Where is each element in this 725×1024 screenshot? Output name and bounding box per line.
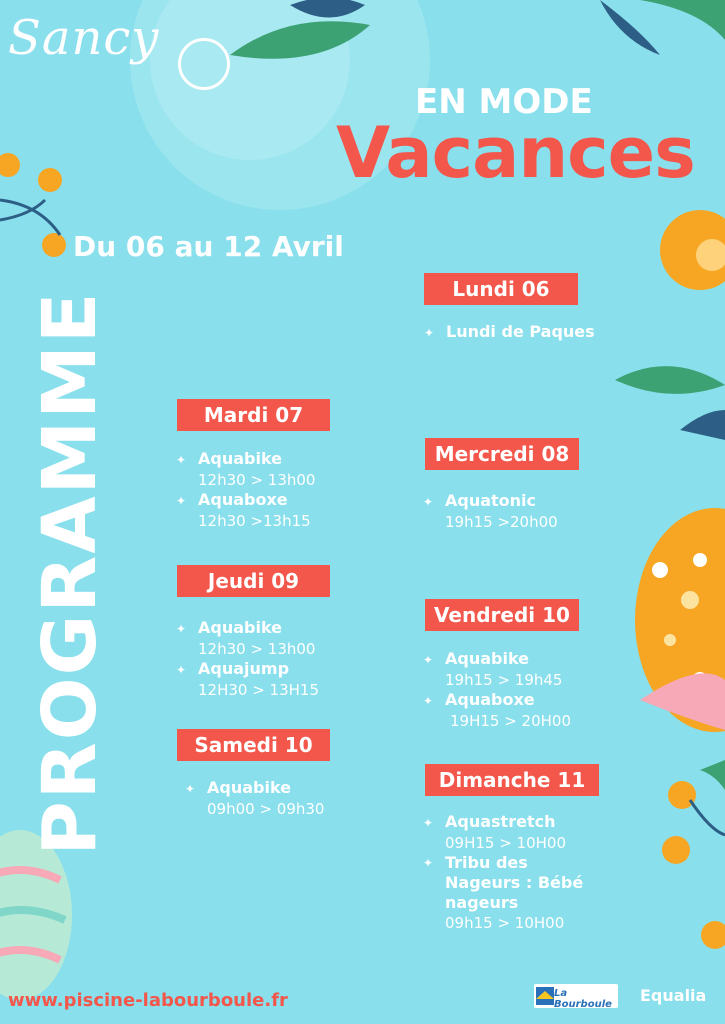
star-icon: ✦ [176,494,187,508]
en-mode-title: EN MODE [415,82,593,122]
programme-vertical-title: PROGRAMME [27,290,113,856]
equalia-logo: Equalia [640,986,707,1005]
schedule-entry: ✦ Aquabike 09h00 > 09h30 [185,778,325,818]
star-icon: ✦ [424,326,435,340]
vacances-title: Vacances [336,112,695,194]
flower-right [615,210,725,440]
date-range: Du 06 au 12 Avril [73,230,344,263]
star-icon: ✦ [176,622,187,636]
schedule-entry: ✦ Aquabike 19h15 > 19h45 ✦ Aquaboxe 19H15 > 20H00 [423,649,572,730]
star-icon: ✦ [423,495,434,509]
flower-left-top [0,153,66,257]
star-icon: ✦ [176,453,187,467]
star-icon: ✦ [423,856,434,870]
leaf-top-right [640,0,725,40]
schedule-entry: ✦ Aquabike 12h30 > 13h00 ✦ Aquaboxe 12h30 >13h15 [176,449,316,530]
day-header-mercredi: Mercredi 08 [425,438,579,470]
day-header-samedi: Samedi 10 [177,729,330,761]
schedule-entry: ✦ Aquatonic 19h15 >20h00 [423,491,558,531]
star-icon: ✦ [423,694,434,708]
star-icon: ✦ [423,653,434,667]
star-icon: ✦ [423,816,434,830]
schedule-entry: ✦ Lundi de Paques [424,322,595,341]
day-header-lundi: Lundi 06 [424,273,578,305]
star-icon: ✦ [176,663,187,677]
sancy-logo-circle [178,38,230,90]
day-header-vendredi: Vendredi 10 [425,599,579,631]
schedule-entry: ✦ Aquabike 12h30 > 13h00 ✦ Aquajump 12H30 > 13H15 [176,618,320,699]
la-bourboule-emblem-icon [536,987,554,1005]
leaf-top-right-2 [600,0,660,55]
day-header-jeudi: Jeudi 09 [177,565,330,597]
website-link[interactable]: www.piscine-labourboule.fr [8,990,288,1011]
la-bourboule-logo: La Bourboule [534,984,618,1008]
star-icon: ✦ [185,782,196,796]
day-header-mardi: Mardi 07 [177,399,330,431]
sancy-logo: Sancy [8,10,160,66]
day-header-dimanche: Dimanche 11 [425,764,599,796]
schedule-entry: ✦ Aquastretch 09H15 > 10H00 ✦ Tribu des Nageurs : Bébé nageurs 09h15 > 10H00 [423,812,584,932]
easter-egg-right [635,508,725,732]
flowers-right-bottom [662,760,725,949]
